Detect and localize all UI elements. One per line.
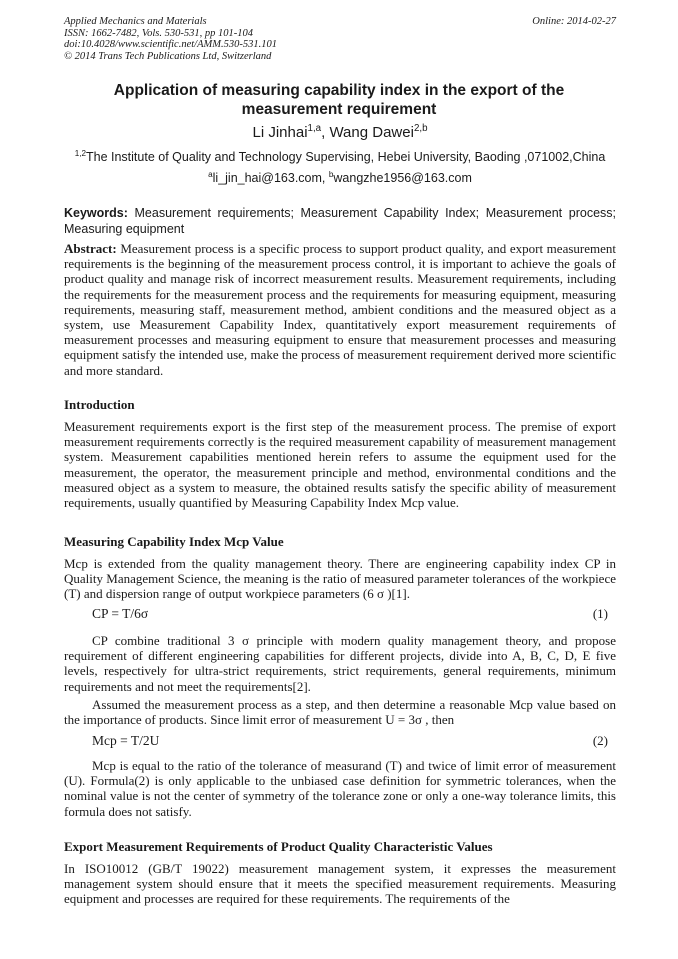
mcp-paragraph-3: Assumed the measurement process as a step, and then determine a reasonable Mcp value based on the importance of products. Since limit error of measurement U = 3σ , then xyxy=(64,697,616,728)
journal-name: Applied Mechanics and Materials xyxy=(64,16,207,27)
affiliation-text: The Institute of Quality and Technology Supervising, Hebei University, Baoding ,071002,China xyxy=(85,150,606,164)
equation-1-formula: CP = T/6σ xyxy=(92,606,149,621)
doi-line: doi:10.4028/www.scientific.net/AMM.530-531.101 xyxy=(64,39,277,50)
introduction-text: Measurement requirements export is the first step of the measurement process. The premise of export measurement requirements correctly is the required measurement capability of measurement management system. Measurement capabilities mentioned herein refers to assume the equipment used for the measurement, the operator, the measurement principle and method, environmental conditions and the measured object as a system to measure, the obtained results satisfy the specific ability of measurement requirements, usually quantified by Measuring Capability Index Mcp value. xyxy=(64,419,616,511)
equation-2-formula: Mcp = T/2U xyxy=(92,733,160,748)
mcp-heading: Measuring Capability Index Mcp Value xyxy=(64,534,284,549)
journal-header xyxy=(64,16,616,62)
author-2: Wang Dawei xyxy=(329,124,414,141)
author-separator: , xyxy=(321,124,330,141)
copyright-line: © 2014 Trans Tech Publications Ltd, Switzerland xyxy=(64,50,272,62)
email-a-sup: a xyxy=(208,169,213,179)
issn-line: ISSN: 1662-7482, Vols. 530-531, pp 101-104 xyxy=(64,27,253,39)
paper-title: Application of measuring capability index in the export of the measurement requirement xyxy=(113,82,565,118)
export-paragraph-1: In ISO10012 (GB/T 19022) measurement management system, it expresses the measurement management system should ensure that it meets the specified measurement requirements. Measuring equipment and processes are required for these requirements. The requirements of the xyxy=(64,861,616,907)
affiliation xyxy=(64,150,616,165)
author-1: Li Jinhai xyxy=(252,124,308,141)
equation-2-number: (2) xyxy=(592,733,608,748)
mcp-paragraph-2: CP combine traditional 3 σ principle with modern quality management theory, and propose requirement of different engineering capabilities for different projects, divide into A, B, C, D, E five levels, respectively for ultra-strict requirements, strict requirements, general requirements, minimum requirements and not meet the requirements[2]. xyxy=(64,633,616,694)
email-b-sup: b xyxy=(328,169,334,179)
affiliation-sup: 1,2 xyxy=(74,148,86,158)
email-b[interactable]: wangzhe1956@163.com xyxy=(333,171,472,185)
introduction-heading: Introduction xyxy=(64,397,135,412)
keywords xyxy=(64,206,616,237)
author-1-sup: 1,a xyxy=(307,123,322,134)
abstract-label: Abstract: xyxy=(64,241,117,256)
online-date: Online: 2014-02-27 xyxy=(532,16,616,27)
abstract xyxy=(64,241,616,378)
export-heading: Export Measurement Requirements of Product Quality Characteristic Values xyxy=(64,839,493,854)
equation-2 xyxy=(92,733,616,749)
abstract-text: Measurement process is a specific process to support product quality, and export measurement requirements is the beginning of the measurement process control, it is important to achieve the goals of product quality and manage risk of incorrect measurement results. Measurement requirements, including the requirements for the measurement process and the requirements for measuring equipment, measuring requirements, measuring staff, measurement method, ambient conditions and the measured object as a system, use Measurement Capability Index, quantitatively export measurement requirements of measurement processes and measuring equipment to ensure that measurement processes and measuring equipment satisfy the intended use, make the process of measurement requirement derived more scientific and more standard. xyxy=(64,241,616,378)
email-line xyxy=(64,171,616,186)
mcp-paragraph-4: Mcp is equal to the ratio of the tolerance of measurand (T) and twice of limit error of measurement (U). Formula(2) is only applicable to the unbiased case definition for symmetric tolerances, when the nominal value is not the center of symmetry of the tolerance zone or only a one-way tolerance limits, this formula does not satisfy. xyxy=(64,758,616,819)
author-2-sup: 2,b xyxy=(413,123,428,134)
keywords-label: Keywords: xyxy=(64,206,128,220)
keywords-text: Measurement requirements; Measurement Capability Index; Measurement process; Measuring equipment xyxy=(64,206,616,236)
author-line xyxy=(64,124,616,142)
equation-1-number: (1) xyxy=(592,606,608,621)
email-a[interactable]: li_jin_hai@163.com, xyxy=(212,171,329,185)
mcp-paragraph-1: Mcp is extended from the quality management theory. There are engineering capability index CP in Quality Management Science, the meaning is the ratio of measured parameter tolerances of the workpiece (T) and dispersion range of output workpiece parameters (6 σ )[1]. xyxy=(64,556,616,602)
equation-1 xyxy=(92,606,616,622)
